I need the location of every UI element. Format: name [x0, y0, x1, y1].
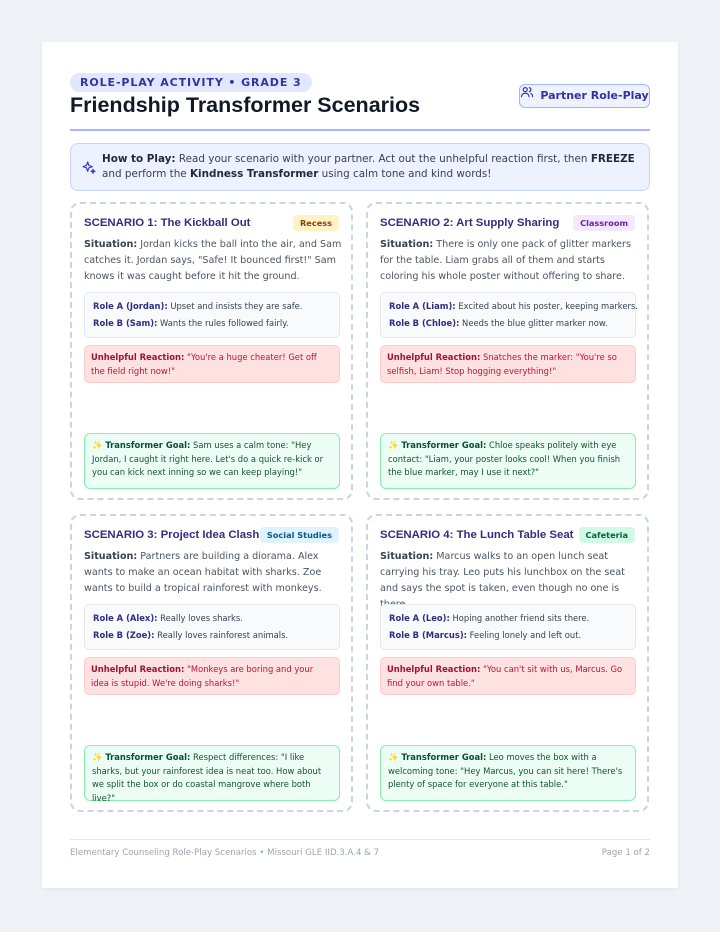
role-b: Role B (Chloe): Needs the blue glitter marker now. [389, 318, 608, 328]
roles-box [380, 292, 636, 338]
scenario-tag: Classroom [573, 215, 635, 231]
scenario-card [366, 202, 649, 500]
page-footer [70, 839, 650, 858]
role-a: Role A (Jordan): Upset and insists they are safe. [93, 301, 303, 311]
role-a: Role A (Leo): Hoping another friend sits there. [389, 613, 590, 623]
page-header [70, 73, 650, 131]
scenario-card [70, 202, 353, 500]
scenario-situation: Situation: Marcus walks to an open lunch seat carrying his tray. Leo puts his lunchbox on the seat and says the spot is taken, even though no one is [380, 551, 625, 594]
roles-box [84, 292, 340, 338]
scenario-title: SCENARIO 2: Art Supply Sharing [380, 217, 560, 229]
scenario-tag: Recess [293, 215, 339, 231]
transformer-goal: ✨ Transformer Goal: Respect differences: "I like sharks, but your rainforest idea is neat too. How about we split the box or do coastal mangrove where both live?" [84, 745, 340, 801]
scenario-tag: Cafeteria [579, 527, 636, 543]
unhelpful-reaction: Unhelpful Reaction: "You're a huge cheater! Get off the field right now!" [84, 345, 340, 383]
scenario-tag: Social Studies [260, 527, 339, 543]
scenario-title: SCENARIO 4: The Lunch Table Seat [380, 529, 574, 541]
activity-kicker: ROLE-PLAY ACTIVITY • GRADE 3 [70, 73, 312, 92]
sparkles-icon [81, 160, 97, 176]
scenario-situation: Situation: Jordan kicks the ball into the air, and Sam catches it. Jordan says, "Safe! It bounced first!" Sam knows it was caught before it hit the ground. [84, 239, 342, 282]
how-to-play-box [70, 143, 650, 191]
partner-role-play-label: Partner Role-Play [540, 89, 649, 102]
scenario-card [70, 514, 353, 812]
page-number: Page 1 of 2 [601, 848, 650, 858]
scenario-card [366, 514, 649, 812]
transformer-goal: ✨ Transformer Goal: Sam uses a calm tone: "Hey Jordan, I caught it right here. Let's do a quick re-kick or you can kick next inning so we can keep playing!" [84, 433, 340, 489]
scenario-title: SCENARIO 1: The Kickball Out [84, 217, 251, 229]
role-b: Role B (Sam): Wants the rules followed fairly. [93, 318, 289, 328]
unhelpful-reaction: Unhelpful Reaction: "Monkeys are boring and your idea is stupid. We're doing sharks!" [84, 657, 340, 695]
partner-role-play-button[interactable] [519, 84, 650, 108]
unhelpful-reaction: Unhelpful Reaction: Snatches the marker: "You're so selfish, Liam! Stop hogging everything!" [380, 345, 636, 383]
role-a: Role A (Alex): Really loves sharks. [93, 613, 243, 623]
scenario-situation: Situation: Partners are building a diorama. Alex wants to make an ocean habitat with sharks. Zoe wants to build a tropical rainforest with monkeys. [84, 551, 322, 594]
role-b: Role B (Marcus): Feeling lonely and left out. [389, 630, 582, 640]
transformer-goal: ✨ Transformer Goal: Chloe speaks politely with eye contact: "Liam, your poster looks cool! When you finish the blue marker, may I use it next?" [380, 433, 636, 489]
role-a: Role A (Liam): Excited about his poster, keeping markers. [389, 301, 638, 311]
footer-source: Elementary Counseling Role-Play Scenarios • Missouri GLE IID.3.A.4 & 7 [70, 848, 380, 858]
scenario-title: SCENARIO 3: Project Idea Clash [84, 529, 260, 541]
transformer-goal: ✨ Transformer Goal: Leo moves the box with a welcoming tone: "Hey Marcus, you can sit here! There's plenty of space for everyone at this table." [380, 745, 636, 801]
roles-box [380, 604, 636, 650]
unhelpful-reaction: Unhelpful Reaction: "You can't sit with us, Marcus. Go find your own table." [380, 657, 636, 695]
role-b: Role B (Zoe): Really loves rainforest animals. [93, 630, 289, 640]
users-icon [520, 85, 534, 107]
how-to-play-text: How to Play: Read your scenario with your partner. Act out the unhelpful reaction first, then FREEZE and perform the Kindness Transformer using calm tone and kind words! [102, 153, 635, 180]
roles-box [84, 604, 340, 650]
worksheet-page [42, 42, 678, 888]
page-title: Friendship Transformer Scenarios [70, 93, 421, 117]
scenario-situation: Situation: There is only one pack of glitter markers for the table. Liam grabs all of them and starts coloring his whole poster without offering to share. [380, 239, 631, 282]
